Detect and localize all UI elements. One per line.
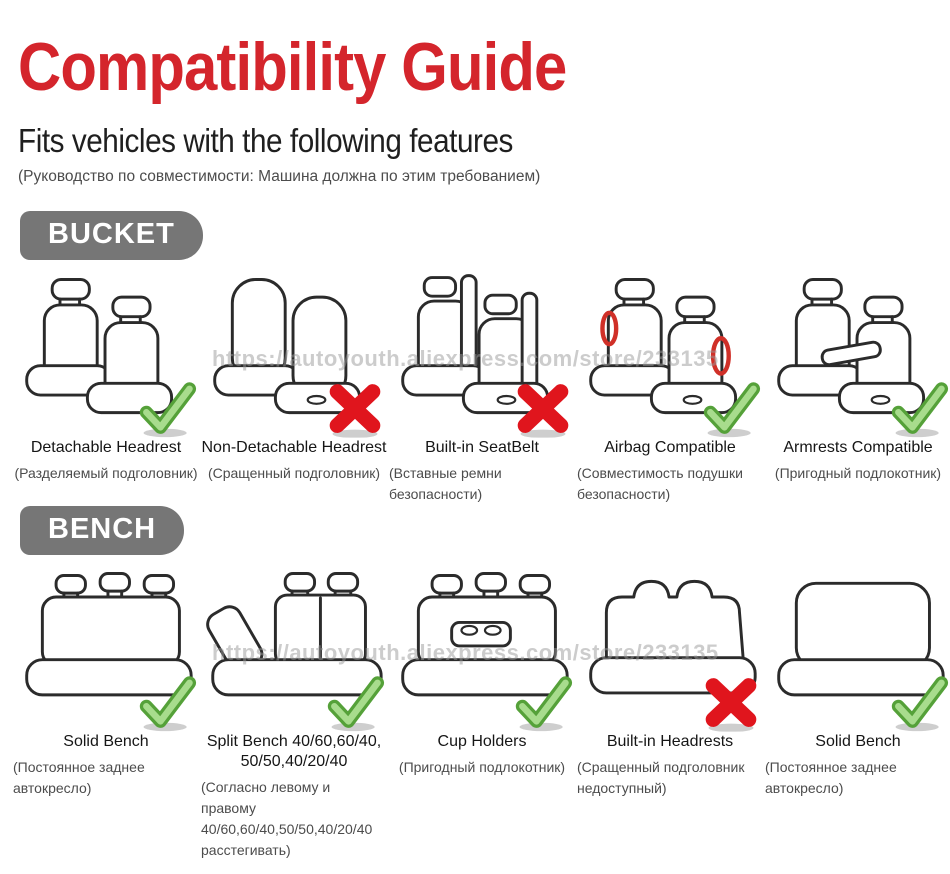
feature-label-russian: (Совместимость подушки безопасности) (577, 465, 743, 502)
feature-card-split-bench (200, 558, 388, 861)
feature-label: Airbag Compatible (604, 439, 736, 456)
feature-label: Split Bench 40/60,60/40, 50/50,40/20/40 (206, 733, 382, 770)
feature-label-russian: (Разделяемый подголовник) (14, 465, 198, 481)
page-subtitle: Fits vehicles with the following features (18, 122, 513, 159)
check-icon (513, 675, 573, 732)
page-title: Compatibility Guide (18, 29, 567, 105)
cross-icon (513, 381, 573, 438)
feature-card-solid-bench-1 (12, 558, 200, 861)
feature-label: Non-Detachable Headrest (201, 439, 387, 456)
feature-label-russian: (Пригодный подлокотник) (398, 759, 566, 775)
feature-card-built-in-headrests (576, 558, 764, 861)
bucket-detachable-headrest-icon (13, 264, 199, 436)
feature-label: Solid Bench (815, 733, 901, 750)
check-icon (325, 675, 385, 732)
check-icon (137, 381, 197, 438)
feature-card-airbag-compatible (576, 264, 764, 505)
check-icon (889, 675, 949, 732)
page-subtitle-russian: (Руководство по совместимости: Машина должна по этим требованием) (18, 168, 541, 185)
feature-label-russian: (Сращенный подголовник) (207, 465, 381, 481)
bucket-section-badge: BUCKET (20, 211, 203, 260)
watermark-text: https://autoyouth.aliexpress.com/store/233135 (212, 346, 719, 371)
feature-label-russian: (Пригодный подлокотник) (774, 465, 942, 481)
bench-solid-plain-icon (765, 558, 950, 730)
feature-label-russian: (Вставные ремни безопасности) (389, 465, 502, 502)
bench-solid-with-headrests-icon (13, 558, 199, 730)
bench-feature-row (12, 558, 950, 861)
feature-label: Detachable Headrest (30, 439, 182, 456)
feature-card-built-in-seatbelt (388, 264, 576, 505)
feature-label: Cup Holders (437, 733, 527, 750)
feature-card-detachable-headrest (12, 264, 200, 505)
check-icon (701, 381, 761, 438)
feature-label: Built-in Headrests (606, 733, 734, 750)
feature-label-russian: (Постоянное заднее автокресло) (13, 759, 145, 796)
cross-icon (701, 675, 761, 732)
feature-label: Solid Bench (63, 733, 149, 750)
feature-card-non-detachable-headrest (200, 264, 388, 505)
feature-label-russian: (Согласно левому и правому 40/60,60/40,50/50,40/20/40 расстегивать) (201, 779, 373, 858)
bench-section-badge: BENCH (20, 506, 184, 555)
feature-label-russian: (Сращенный подголовник недоступный) (577, 759, 745, 796)
feature-label: Armrests Compatible (783, 439, 933, 456)
feature-label: Built-in SeatBelt (425, 439, 539, 456)
feature-label-russian: (Постоянное заднее автокресло) (765, 759, 897, 796)
cross-icon (325, 381, 385, 438)
check-icon (889, 381, 949, 438)
bucket-armrests-compatible-icon (765, 264, 950, 436)
feature-card-armrests-compatible (764, 264, 950, 505)
bucket-feature-row (12, 264, 950, 505)
feature-card-cup-holders (388, 558, 576, 861)
watermark-text: https://autoyouth.aliexpress.com/store/233135 (212, 640, 719, 665)
feature-card-solid-bench-2 (764, 558, 950, 861)
check-icon (137, 675, 197, 732)
